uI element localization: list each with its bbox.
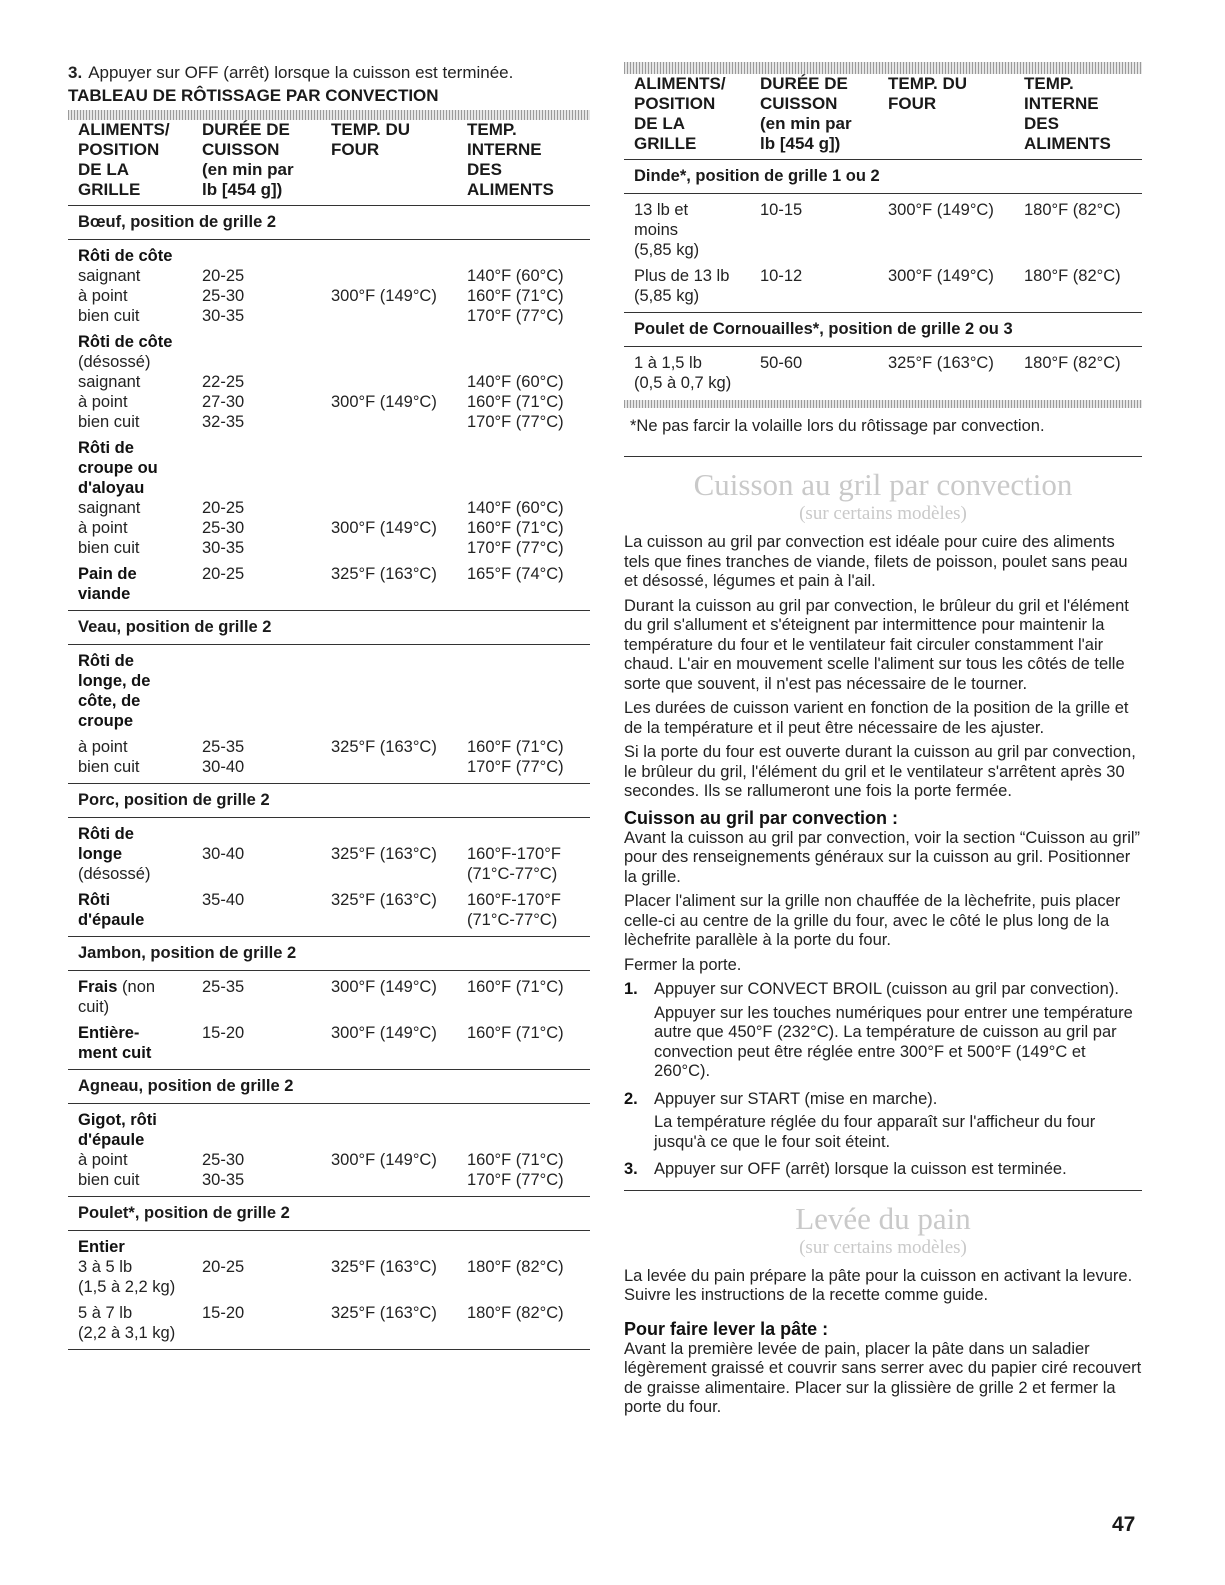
table-row	[78, 438, 590, 558]
cell-duration: 35-40	[202, 891, 245, 909]
proof-body	[624, 1267, 1142, 1418]
right-column	[624, 62, 1142, 1423]
cell-food	[78, 1303, 202, 1343]
hatch-rule	[68, 110, 590, 120]
food-name: Rôti de longe	[78, 825, 134, 863]
cell-food: 1 à 1,5 lb (0,5 à 0,7 kg)	[634, 354, 732, 392]
step-number: 3.	[624, 1160, 638, 1178]
header-food: ALIMENTS/ POSITION DE LA GRILLE	[634, 74, 726, 153]
cell-food	[78, 332, 202, 432]
cell-oven-temp: 300°F (149°C)	[331, 978, 437, 996]
food-name: Rôti de côte	[78, 333, 173, 351]
section-heading: Poulet de Cornouailles*, position de grille 2 ou 3	[624, 313, 1142, 347]
cell-duration	[202, 651, 331, 731]
cell-oven-temp: 325°F (163°C)	[888, 354, 994, 372]
cell-oven-temp: 300°F (149°C)	[331, 1151, 437, 1169]
cell-food	[78, 977, 202, 1017]
cell-food	[78, 737, 202, 777]
table-header	[68, 120, 590, 206]
food-detail: à point bien cuit	[78, 1151, 140, 1189]
step-text: Appuyer sur CONVECT BROIL (cuisson au gril par convection).	[654, 980, 1119, 998]
table-title: TABLEAU DE RÔTISSAGE PAR CONVECTION	[68, 86, 439, 105]
cell-internal-temp: 160°F-170°F (71°C-77°C)	[467, 891, 561, 929]
step-text: Appuyer sur START (mise en marche).	[654, 1089, 938, 1108]
table-row	[78, 1303, 590, 1343]
section-heading: Dinde*, position de grille 1 ou 2	[624, 160, 1142, 194]
step-3-line	[68, 62, 590, 84]
cell-oven-temp: 300°F (149°C)	[331, 519, 437, 537]
footnote: *Ne pas farcir la volaille lors du rôtissage par convection.	[630, 417, 1045, 435]
header-food: ALIMENTS/ POSITION DE LA GRILLE	[78, 120, 170, 199]
cell-internal-temp	[467, 651, 590, 731]
step-number: 1.	[624, 980, 638, 998]
section-body	[68, 645, 590, 784]
step-number: 2.	[624, 1089, 638, 1108]
cell-oven-temp: 325°F (163°C)	[331, 738, 437, 756]
cell-food	[78, 651, 202, 731]
cell-internal-temp: 160°F (71°C) 170°F (77°C)	[467, 738, 564, 776]
cell-internal-temp: 140°F (60°C) 160°F (71°C) 170°F (77°C)	[467, 267, 564, 325]
paragraph: La levée du pain prépare la pâte pour la cuisson en activant la levure. Suivre les instructions de la recette comme guide.	[624, 1266, 1133, 1304]
food-detail: saignant à point bien cuit	[78, 267, 141, 325]
table-row	[78, 1237, 590, 1297]
header-oven-temp: TEMP. DU FOUR	[888, 74, 968, 113]
cell-internal-temp: 180°F (82°C)	[1024, 354, 1121, 372]
cell-internal-temp: 180°F (82°C)	[1024, 201, 1121, 219]
section-title-broil: Cuisson au gril par convection	[693, 467, 1073, 502]
section-body	[68, 971, 590, 1070]
section-heading: Porc, position de grille 2	[68, 784, 590, 818]
table-row	[78, 564, 590, 604]
section-title-proof: Levée du pain	[795, 1200, 971, 1236]
cell-internal-temp: 180°F (82°C)	[1024, 267, 1121, 285]
cell-food	[78, 1023, 202, 1063]
food-name: Rôti de longe, de côte, de croupe	[78, 652, 151, 730]
step-text: Appuyer sur OFF (arrêt) lorsque la cuisson est terminée.	[88, 63, 514, 82]
food-detail: à point bien cuit	[78, 738, 140, 776]
section-heading: Agneau, position de grille 2	[68, 1070, 590, 1104]
cell-oven-temp: 325°F (163°C)	[331, 891, 437, 909]
cell-food	[78, 438, 202, 558]
step-3	[624, 1160, 1142, 1184]
table-row	[78, 332, 590, 432]
cell-internal-temp: 160°F (71°C)	[467, 978, 564, 996]
step-text: Appuyer sur les touches numériques pour entrer une température autre que 450°F (232°C). La température de cuisson au gril par convection peut être réglée entre 300°F et 500°F (149°C et 260°C).	[654, 1003, 1133, 1080]
hatch-rule	[624, 400, 1142, 408]
cell-internal-temp: 160°F (71°C) 170°F (77°C)	[467, 1151, 564, 1189]
food-name: Rôti d'épaule	[78, 891, 145, 929]
food-name: Entière- ment cuit	[78, 1024, 152, 1062]
cell-duration: 20-25 25-30 30-35	[202, 499, 245, 557]
table-row	[78, 1023, 590, 1063]
cell-duration: 50-60	[760, 354, 803, 372]
food-note: (non	[117, 978, 156, 996]
food-detail: 5 à 7 lb (2,2 à 3,1 kg)	[78, 1304, 176, 1342]
cell-duration: 20-25 25-30 30-35	[202, 267, 245, 325]
food-name: Rôti de croupe ou d'aloyau	[78, 439, 158, 497]
cell-internal-temp: 140°F (60°C) 160°F (71°C) 170°F (77°C)	[467, 373, 564, 431]
paragraph: La cuisson au gril par convection est idéale pour cuire des aliments tels que fines tranches de viande, filets de poisson, poulet sans peau et désossé, légumes et pain à l'ail.	[624, 533, 1128, 590]
table-row	[634, 353, 1142, 393]
step-text: La température réglée du four apparaît sur l'afficheur du four jusqu'à ce que le four soit éteint.	[654, 1113, 1096, 1151]
cell-internal-temp: 180°F (82°C)	[467, 1258, 564, 1276]
section-body	[624, 194, 1142, 313]
cell-duration: 10-15	[760, 201, 803, 219]
food-name: Entier	[78, 1238, 125, 1256]
header-oven-temp: TEMP. DU FOUR	[331, 120, 411, 159]
cell-oven-temp: 325°F (163°C)	[331, 1258, 437, 1276]
cell-duration: 20-25	[202, 565, 245, 583]
food-detail: saignant à point bien cuit	[78, 499, 141, 557]
cell-duration: 25-30 30-35	[202, 1151, 245, 1189]
cell-oven-temp: 300°F (149°C)	[888, 201, 994, 219]
section-heading: Veau, position de grille 2	[68, 611, 590, 645]
section-heading: Poulet*, position de grille 2	[68, 1197, 590, 1231]
cell-duration: 25-35	[202, 978, 245, 996]
cell-duration: 22-25 27-30 32-35	[202, 373, 245, 431]
step-2	[624, 1090, 1142, 1157]
cell-duration: 15-20	[202, 1024, 245, 1042]
food-name: Frais	[78, 978, 118, 996]
step-number: 3.	[68, 63, 83, 82]
section-divider	[624, 456, 1142, 457]
paragraph: Les durées de cuisson varient en fonction de la position de la grille et de la température et il peut être nécessaire de les ajuster.	[624, 699, 1129, 737]
food-detail: (désossé) saignant à point bien cuit	[78, 353, 151, 431]
page-number: 47	[1112, 1513, 1136, 1536]
cell-oven-temp: 300°F (149°C)	[331, 1024, 437, 1042]
section-body	[68, 818, 590, 937]
section-subtitle-broil: (sur certains modèles)	[799, 503, 967, 524]
cell-food	[78, 246, 202, 326]
section-heading: Bœuf, position de grille 2	[68, 206, 590, 240]
table-row	[78, 246, 590, 326]
cell-duration: 10-12	[760, 267, 803, 285]
header-duration: DURÉE DE CUISSON (en min par lb [454 g])	[760, 74, 852, 153]
cell-duration: 15-20	[202, 1304, 245, 1322]
table-row	[78, 977, 590, 1017]
step-1	[624, 980, 1142, 1086]
food-name: Pain de viande	[78, 565, 137, 603]
cell-food	[78, 824, 202, 884]
table-header	[624, 74, 1142, 160]
food-name: Gigot, rôti d'épaule	[78, 1111, 157, 1149]
cell-food: 13 lb et moins (5,85 kg)	[634, 201, 700, 259]
cell-internal-temp: 180°F (82°C)	[467, 1304, 564, 1322]
paragraph: Placer l'aliment sur la grille non chauffée de la lèchefrite, puis placer celle-ci au centre de la grille du four, avec le côté le plus long de la lèchefrite parallèle à la porte du four.	[624, 892, 1121, 949]
food-detail: 3 à 5 lb (1,5 à 2,2 kg)	[78, 1258, 176, 1296]
section-body	[68, 240, 590, 611]
food-detail: (désossé)	[78, 865, 151, 883]
cell-oven-temp: 300°F (149°C)	[331, 393, 437, 411]
paragraph: Si la porte du four est ouverte durant la cuisson au gril par convection, le brûleur du gril, l'élément du gril et le ventilateur s'arrêtent après 30 secondes. Ils se rallumeront une fois la porte fermée.	[624, 743, 1136, 800]
cell-internal-temp: 160°F-170°F (71°C-77°C)	[467, 845, 561, 883]
left-table-body	[68, 206, 590, 1350]
paragraph: Avant la première levée de pain, placer la pâte dans un saladier légèrement graissé et couvrir sans serrer avec du papier ciré recouvert de graisse alimentaire. Placer sur la glissière de grille 2 et fermer la porte du four.	[624, 1339, 1142, 1416]
table-row	[634, 200, 1142, 260]
right-table-body	[624, 160, 1142, 399]
paragraph: Durant la cuisson au gril par convection, le brûleur du gril et l'élément du gril s'allument et s'éteignent par intermittence pour maintenir la température du four et le ventilateur fait circuler constamment l'air chaud. L'air en mouvement scelle l'aliment sur tous les côtés de telle sorte que souvent, il n'est pas nécessaire de le tourner.	[624, 596, 1129, 693]
cell-duration: 30-40	[202, 845, 245, 863]
food-name: Rôti de côte	[78, 247, 173, 265]
table-row	[78, 824, 590, 884]
section-body	[68, 1104, 590, 1197]
cell-oven-temp: 300°F (149°C)	[888, 267, 994, 285]
cell-food	[78, 1110, 202, 1190]
hatch-rule	[624, 62, 1142, 74]
cell-oven-temp: 325°F (163°C)	[331, 1304, 437, 1322]
cell-food: Plus de 13 lb (5,85 kg)	[634, 267, 730, 305]
food-detail: cuit)	[78, 998, 110, 1016]
section-body	[68, 1231, 590, 1350]
section-subtitle-proof: (sur certains modèles)	[799, 1236, 967, 1258]
section-heading: Jambon, position de grille 2	[68, 937, 590, 971]
paragraph: Avant la cuisson au gril par convection, voir la section “Cuisson au gril” pour des renseignements généraux sur la cuisson au gril. Positionner la grille.	[624, 828, 1141, 886]
cell-food	[78, 890, 202, 930]
cell-food	[78, 564, 202, 604]
cell-oven-temp: 325°F (163°C)	[331, 845, 437, 863]
left-column	[68, 62, 590, 1350]
broil-body	[624, 533, 1142, 1184]
cell-oven-temp: 325°F (163°C)	[331, 565, 437, 583]
section-divider	[624, 1190, 1142, 1191]
cell-oven-temp: 300°F (149°C)	[331, 287, 437, 305]
cell-food	[78, 1237, 202, 1297]
subheading: Cuisson au gril par convection :	[624, 807, 899, 828]
cell-internal-temp: 140°F (60°C) 160°F (71°C) 170°F (77°C)	[467, 499, 564, 557]
section-body	[624, 347, 1142, 399]
table-row	[634, 266, 1142, 306]
table-row	[78, 651, 590, 731]
cell-duration: 25-35 30-40	[202, 738, 245, 776]
step-text: Appuyer sur OFF (arrêt) lorsque la cuisson est terminée.	[654, 1160, 1067, 1178]
paragraph: Fermer la porte.	[624, 955, 742, 974]
cell-internal-temp: 165°F (74°C)	[467, 565, 564, 583]
subheading: Pour faire lever la pâte :	[624, 1318, 829, 1339]
cell-oven-temp	[331, 651, 467, 731]
cell-internal-temp: 160°F (71°C)	[467, 1024, 564, 1042]
header-internal-temp: TEMP. INTERNE DES ALIMENTS	[1024, 74, 1111, 153]
header-duration: DURÉE DE CUISSON (en min par lb [454 g])	[202, 120, 294, 199]
table-row	[78, 1110, 590, 1190]
cell-duration: 20-25	[202, 1258, 245, 1276]
table-row	[78, 890, 590, 930]
table-row	[78, 737, 590, 777]
header-internal-temp: TEMP. INTERNE DES ALIMENTS	[467, 120, 554, 199]
